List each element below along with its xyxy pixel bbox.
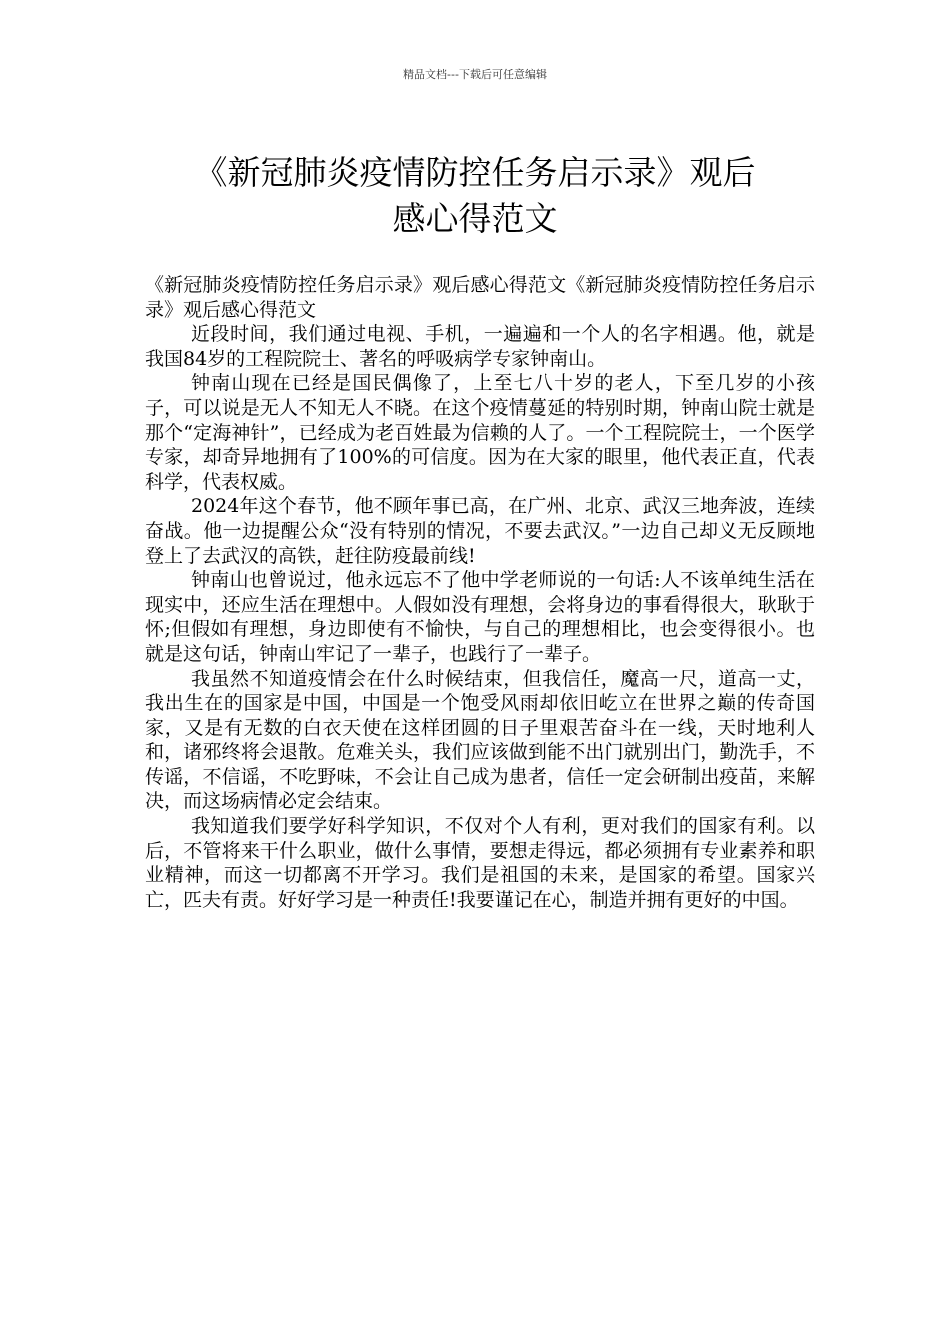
- body-paragraph: 我虽然不知道疫情会在什么时候结束，但我信任，魔高一尺，道高一丈，我出生在的国家是中国，中国是一个饱受风雨却依旧屹立在世界之巅的传奇国家，又是有无数的白衣天使在这样团圆的日子里艰苦奋斗在一线，天时地利人和，诸邪终将会退散。危难关头，我们应该做到能不出门就别出门，勤洗手，不传谣，不信谣，不吃野味，不会让自己成为患者，信任一定会研制出疫苗，来解决，而这场病情必定会结束。: [145, 667, 815, 813]
- title-line-1: 《新冠肺炎疫情防控任务启示录》观后: [194, 153, 756, 193]
- body-paragraph: 钟南山也曾说过，他永远忘不了他中学老师说的一句话:人不该单纯生活在现实中，还应生活在理想中。人假如没有理想，会将身边的事看得很大，耿耿于怀;但假如有理想，身边即使有不愉快，与自己的理想相比，也会变得很小。也就是这句话，钟南山牢记了一辈子，也践行了一辈子。: [145, 569, 815, 665]
- body-paragraph: 近段时间，我们通过电视、手机，一遍遍和一个人的名字相遇。他，就是我国84岁的工程院院士、著名的呼吸病学专家钟南山。: [145, 323, 815, 370]
- intro-paragraph: 《新冠肺炎疫情防控任务启示录》观后感心得范文《新冠肺炎疫情防控任务启示录》观后感心得范文: [145, 274, 815, 321]
- body-paragraph: 钟南山现在已经是国民偶像了，上至七八十岁的老人，下至几岁的小孩子，可以说是无人不知无人不晓。在这个疫情蔓延的特别时期，钟南山院士就是那个“定海神针”，已经成为老百姓最为信赖的人了。一个工程院院士，一个医学专家，却奇异地拥有了100%的可信度。因为在大家的眼里，他代表正直，代表科学，代表权威。: [145, 372, 815, 493]
- document-body: [145, 273, 815, 912]
- title-line-2: 感心得范文: [392, 199, 558, 239]
- body-paragraph: 2024年这个春节，他不顾年事已高，在广州、北京、武汉三地奔波，连续奋战。他一边提醒公众“没有特别的情况，不要去武汉。”一边自己却义无反顾地登上了去武汉的高铁，赶往防疫最前线!: [145, 495, 815, 567]
- document-title: [120, 150, 830, 242]
- body-paragraph: 我知道我们要学好科学知识，不仅对个人有利，更对我们的国家有利。以后，不管将来干什么职业，做什么事情，要想走得远，都必须拥有专业素养和职业精神，而这一切都离不开学习。我们是祖国的未来，是国家的希望。国家兴亡，匹夫有责。好好学习是一种责任!我要谨记在心，制造并拥有更好的中国。: [145, 815, 815, 911]
- page-header-note: 精品文档---下载后可任意编辑: [403, 68, 547, 81]
